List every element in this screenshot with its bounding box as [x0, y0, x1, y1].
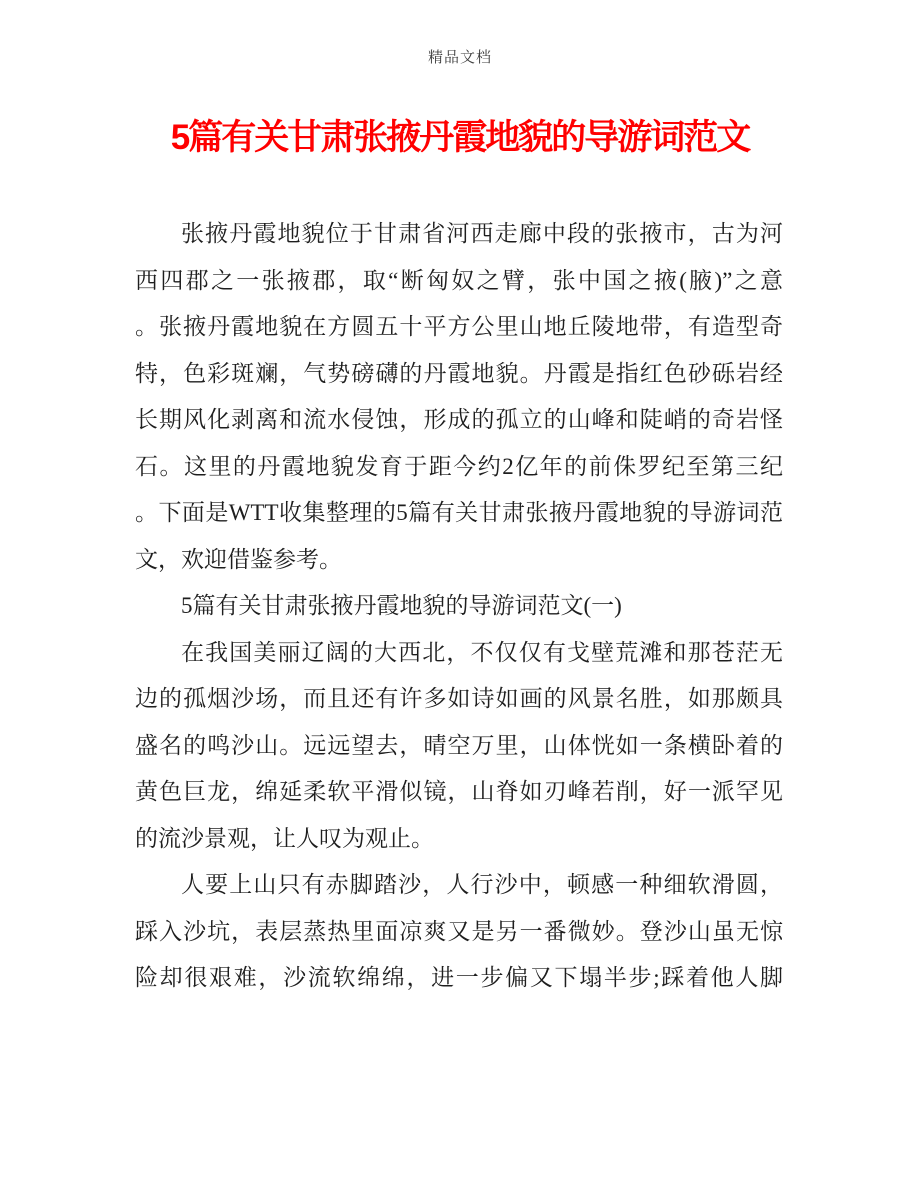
text-line: 险却很艰难，沙流软绵绵，进一步偏又下塌半步;踩着他人脚 [135, 965, 783, 990]
text-line: 人要上山只有赤脚踏沙，人行沙中，顿感一种细软滑圆， [181, 872, 783, 897]
text-line: 盛名的鸣沙山。远远望去，晴空万里，山体恍如一条横卧着的 [135, 732, 783, 758]
text-line: 张掖丹霞地貌位于甘肃省河西走廊中段的张掖市，古为河 [181, 221, 783, 246]
text-line: 踩入沙坑，表层蒸热里面凉爽又是另一番微妙。登沙山虽无惊 [135, 918, 783, 944]
header-watermark: 精品文档 [427, 50, 492, 66]
text-line: 5篇有关甘肃张掖丹霞地貌的导游词范文(一) [181, 593, 622, 618]
body-text [135, 211, 783, 1002]
text-line: 的流沙景观，让人叹为观止。 [135, 825, 434, 851]
text-line: 在我国美丽辽阔的大西北，不仅仅有戈壁荒滩和那苍茫无 [181, 639, 783, 665]
text-line: 西四郡之一张掖郡，取“断匈奴之臂，张中国之掖(腋)”之意 [135, 267, 783, 293]
page-title: 5篇有关甘肃张掖丹霞地貌的导游词范文 [170, 118, 750, 157]
text-line: 。张掖丹霞地貌在方圆五十平方公里山地丘陵地带，有造型奇 [135, 314, 783, 339]
text-line: 特，色彩斑斓，气势磅礴的丹霞地貌。丹霞是指红色砂砾岩经 [135, 360, 783, 386]
text-line: 石。这里的丹霞地貌发育于距今约2亿年的前侏罗纪至第三纪 [135, 453, 783, 479]
text-line: 黄色巨龙，绵延柔软平滑似镜，山脊如刃峰若削，好一派罕见 [135, 779, 783, 804]
text-line: 。下面是WTT收集整理的5篇有关甘肃张掖丹霞地貌的导游词范 [135, 500, 783, 525]
text-line: 文，欢迎借鉴参考。 [135, 546, 342, 572]
text-line: 边的孤烟沙场，而且还有许多如诗如画的风景名胜，如那颇具 [135, 686, 783, 711]
text-line: 长期风化剥离和流水侵蚀，形成的孤立的山峰和陡峭的奇岩怪 [135, 407, 783, 432]
